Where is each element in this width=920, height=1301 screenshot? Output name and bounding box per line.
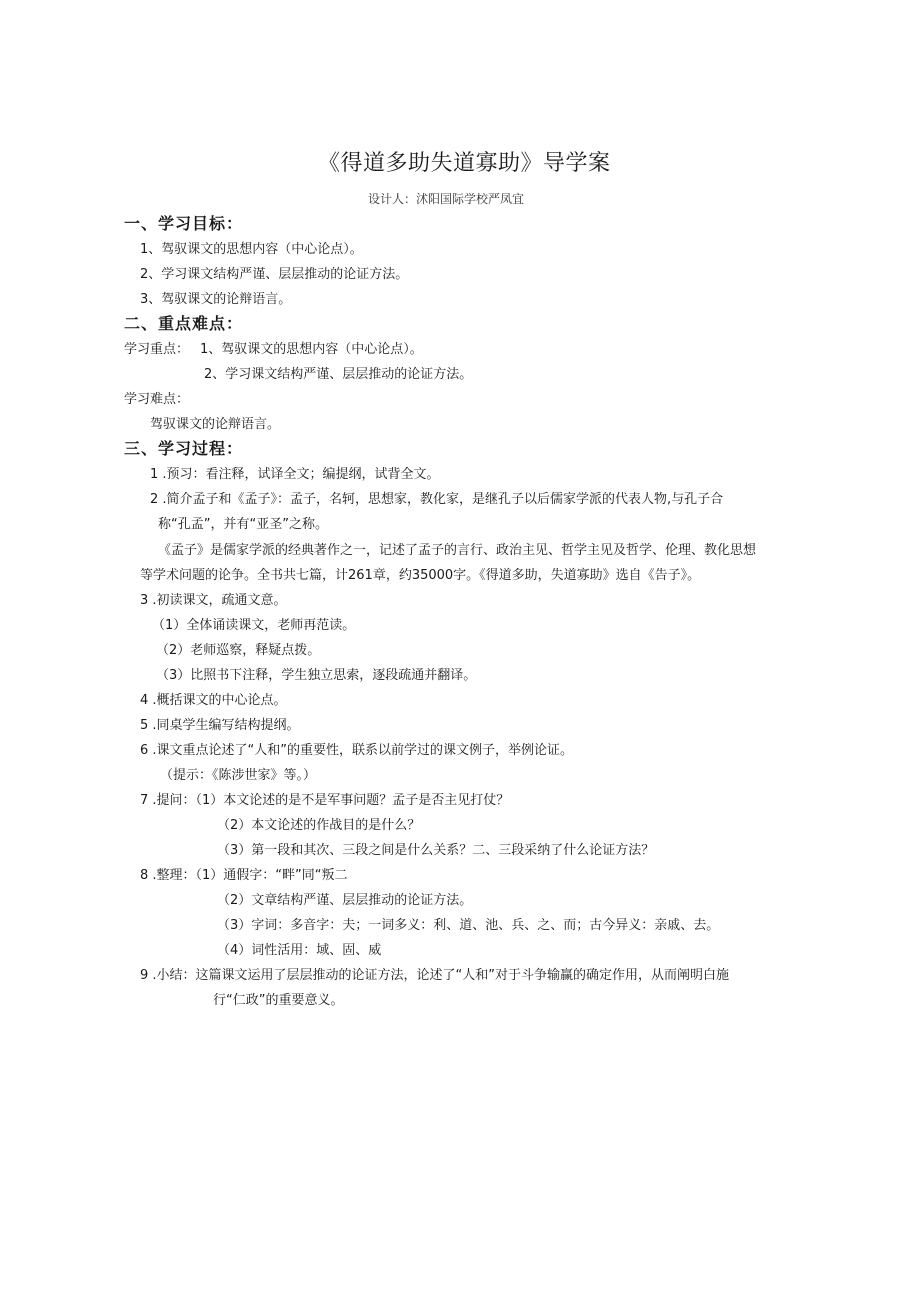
process-substep: （1）全体诵读课文，老师再范读。 <box>152 618 356 633</box>
process-substep: （3）字词：多音字：夫；一词多义：利、道、池、兵、之、而；古今异义：亲戚、去。 <box>217 918 720 933</box>
process-step-2: 2 .简介孟子和《孟子》：孟子，名轲，思想家，教化家，是继孔子以后儒家学派的代表人物,与孔子合 <box>150 492 724 507</box>
process-step-1: 1 .预习：看注释，试译全文；编提纲，试背全文。 <box>150 467 440 482</box>
process-step-2-cont: 称“孔孟”，并有“亚圣”之称。 <box>158 517 328 532</box>
process-substep: （3）比照书下注释，学生独立思索，逐段疏通并翻译。 <box>156 668 477 683</box>
author-line: 设计人：沭阳国际学校严凤宜 <box>368 192 525 206</box>
process-step-4: 4 .概括课文的中心论点。 <box>140 693 287 708</box>
section-heading-objectives: 一、学习目标： <box>124 214 244 233</box>
process-step-6-hint: （提示：《陈涉世家》等。） <box>160 768 317 783</box>
objective-item: 2、学习课文结构严谨、层层推动的论证方法。 <box>140 267 409 282</box>
key-point-item: 1、驾驭课文的思想内容（中心论点）。 <box>200 342 423 357</box>
difficulty-item: 驾驭课文的论辩语言。 <box>150 417 281 432</box>
key-point-label: 学习重点： <box>124 342 190 357</box>
process-step-2-para-cont: 等学术问题的论争。全书共七篇，计261章，约35000字。《得道多助，失道寡助》选自《告子》。 <box>140 568 701 583</box>
section-heading-process: 三、学习过程： <box>124 439 244 458</box>
process-step-8: 8 .整理：（1）通假字：“畔”同“叛二 <box>140 868 348 883</box>
process-substep: （2）老师巡察，释疑点拨。 <box>156 643 321 658</box>
objective-item: 1、驾驭课文的思想内容（中心论点）。 <box>140 242 363 257</box>
process-substep: （4）词性活用：域、固、威 <box>217 943 382 958</box>
difficulty-label: 学习难点： <box>124 392 190 407</box>
process-step-7: 7 .提问：（1）本文论述的是不是军事问题？孟子是否主见打仗？ <box>140 793 510 808</box>
process-step-9: 9 .小结：这篇课文运用了层层推动的论证方法，论述了“人和”对于斗争输赢的确定作用，从而阐明白施 <box>140 968 730 983</box>
process-step-5: 5 .同桌学生编写结构提纲。 <box>140 718 300 733</box>
process-step-6: 6 .课文重点论述了“人和”的重要性，联系以前学过的课文例子，举例论证。 <box>140 743 574 758</box>
process-step-3: 3 .初读课文，疏通文意。 <box>140 593 287 608</box>
key-point-item: 2、学习课文结构严谨、层层推动的论证方法。 <box>204 367 473 382</box>
process-step-9-cont: 行“仁政”的重要意义。 <box>213 993 344 1008</box>
process-substep: （2）本文论述的作战目的是什么？ <box>217 818 421 833</box>
objective-item: 3、驾驭课文的论辩语言。 <box>140 292 292 307</box>
page-title: 《得道多助失道寡助》导学案 <box>318 151 611 176</box>
process-substep: （3）第一段和其次、三段之间是什么关系？二、三段采纳了什么论证方法？ <box>217 843 655 858</box>
section-heading-key-points: 二、重点难点： <box>124 314 244 333</box>
process-step-2-para: 《孟子》是儒家学派的经典著作之一，记述了孟子的言行、政治主见、哲学主见及哲学、伦理、教化思想 <box>158 543 757 558</box>
process-substep: （2）文章结构严谨、层层推动的论证方法。 <box>217 893 473 908</box>
